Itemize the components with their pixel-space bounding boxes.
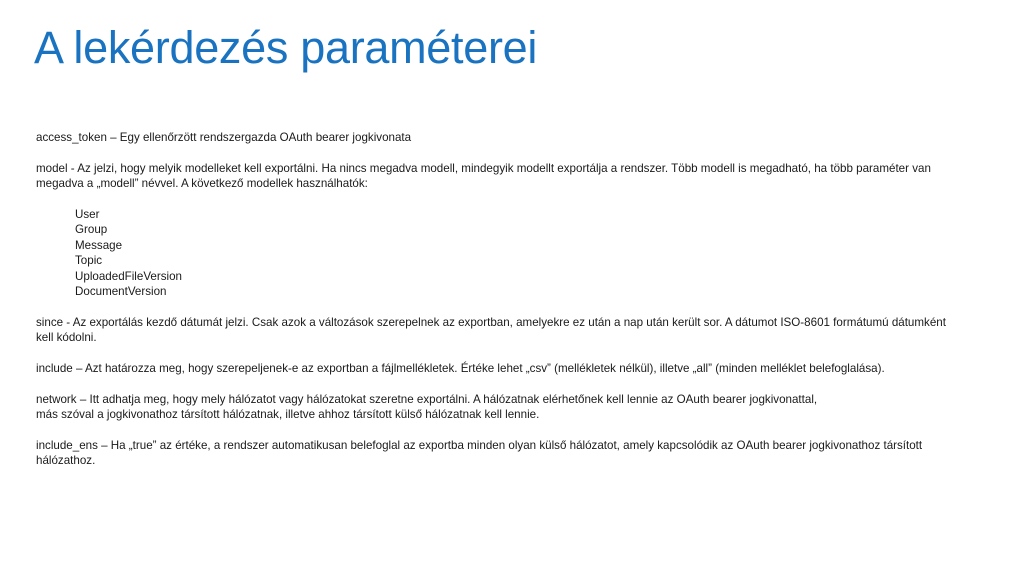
param-access-token: access_token – Egy ellenőrzött rendszergazda OAuth bearer jogkivonata xyxy=(36,131,412,144)
model-list xyxy=(36,207,956,299)
param-include: include – Azt határozza meg, hogy szerepeljenek-e az exportban a fájlmellékletek. Értéke lehet „csv” (mellékletek nélkül), illetve „all” (minden melléklet belefoglalása). xyxy=(36,362,885,376)
list-item: User xyxy=(75,208,100,221)
list-item: Topic xyxy=(75,254,103,268)
param-since: since - Az exportálás kezdő dátumát jelzi. Csak azok a változások szerepelnek az exportban, amelyekre ez után a nap után került sor. A dátumot ISO-8601 formátumú dátumként kell kódolni. xyxy=(36,315,946,345)
slide-title: A lekérdezés paraméterei xyxy=(34,22,538,73)
list-item: UploadedFileVersion xyxy=(75,269,182,283)
param-network-line1: network – Itt adhatja meg, hogy mely hálózatot vagy hálózatokat szeretne exportálni. A hálózatnak elérhetőnek kell lennie az OAuth bearer jogkivonattal, xyxy=(36,392,818,406)
param-model: model - Az jelzi, hogy melyik modelleket kell exportálni. Ha nincs megadva modell, mindegyik modellt exportálja a rendszer. Több modell is megadható, ha több paraméter van megadva a „modell” névvel. A következő modellek használhatók: xyxy=(36,161,931,191)
list-item: Message xyxy=(75,238,123,252)
param-include-ens: include_ens – Ha „true” az értéke, a rendszer automatikusan belefoglal az exportba minden olyan külső hálózatot, amely kapcsolódik az OAuth bearer jogkivonathoz társított hálózathoz. xyxy=(36,439,923,468)
list-item: Group xyxy=(75,223,108,237)
param-network xyxy=(36,392,956,423)
param-network-line2: más szóval a jogkivonathoz társított hálózatnak, illetve ahhoz társított külső hálózatnak kell lennie. xyxy=(36,408,540,422)
slide-body xyxy=(36,130,956,484)
list-item: DocumentVersion xyxy=(75,285,167,299)
